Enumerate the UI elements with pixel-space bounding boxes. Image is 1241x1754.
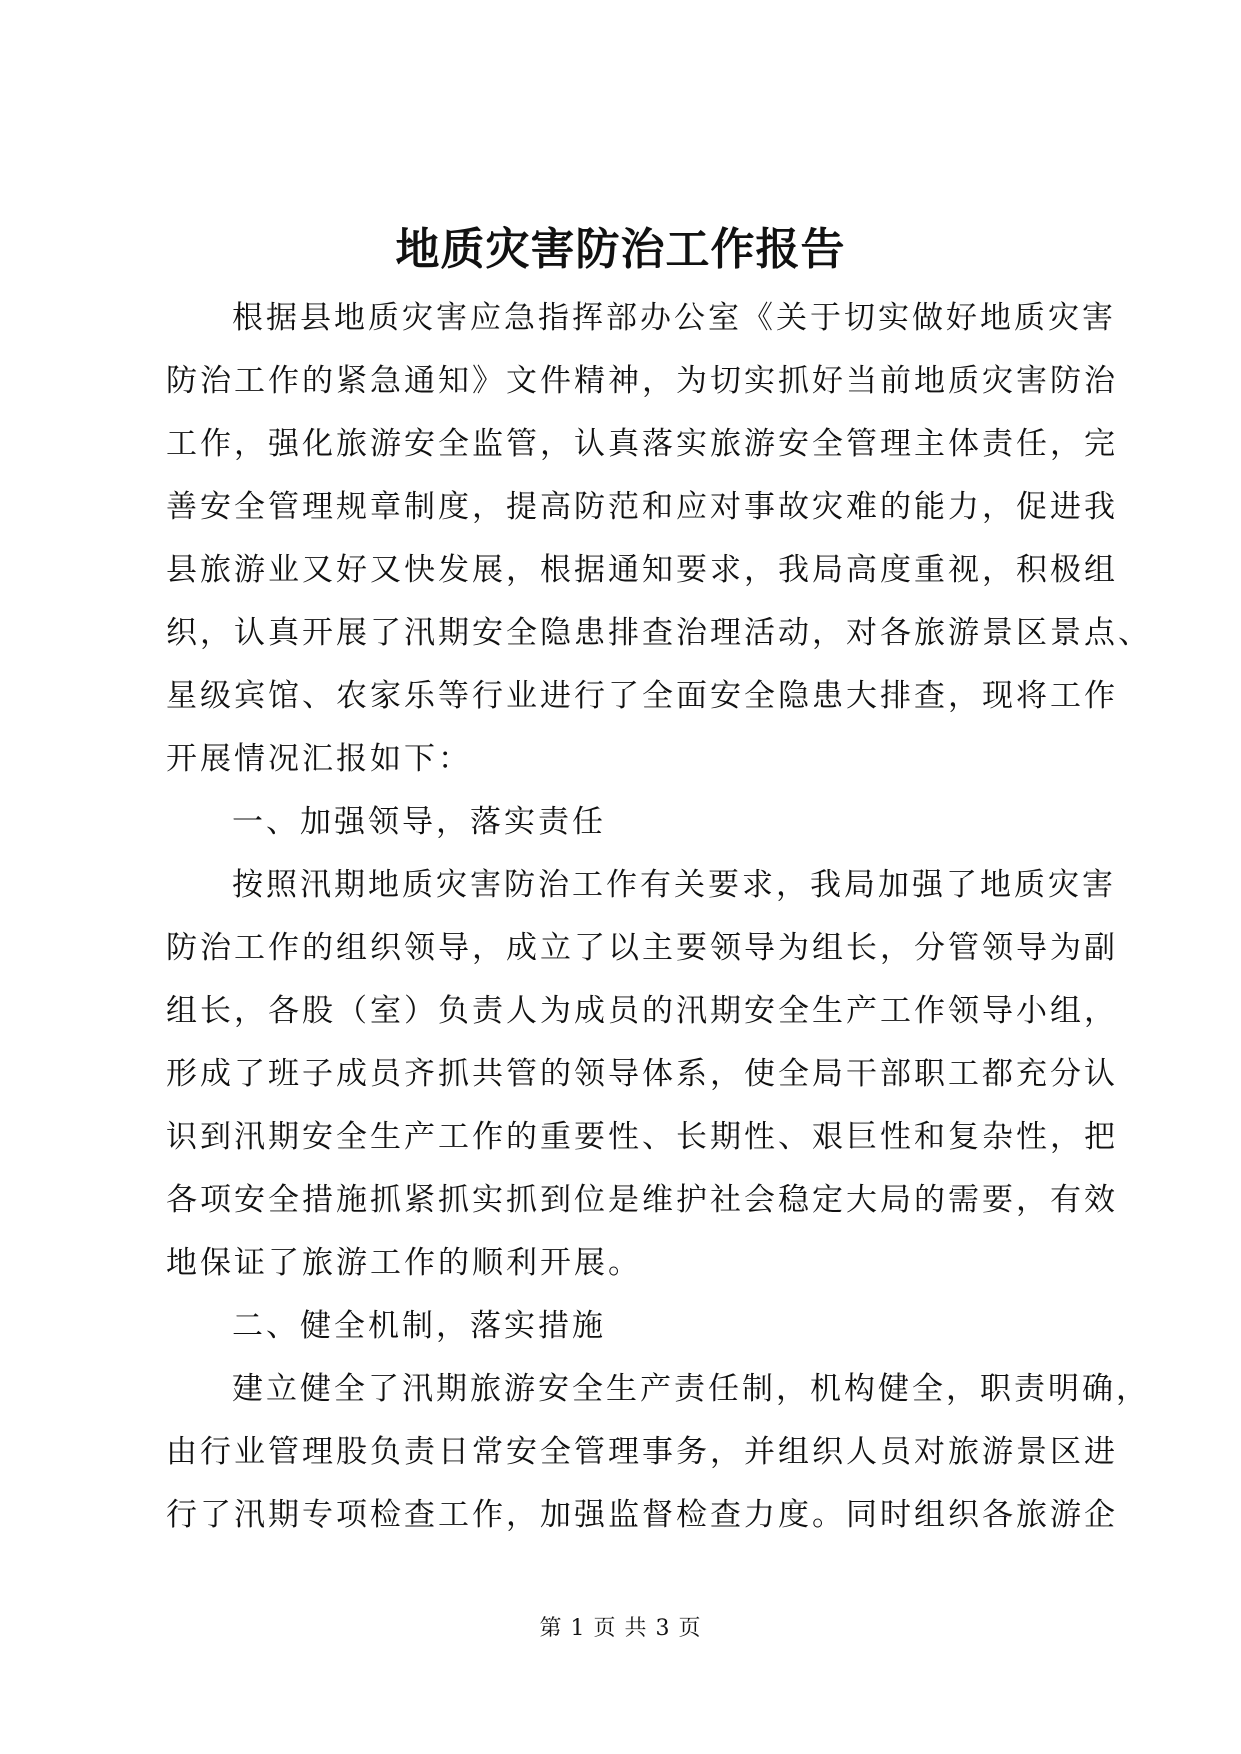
paragraph-line: 根据县地质灾害应急指挥部办公室《关于切实做好地质灾害	[232, 300, 1116, 336]
paragraph-line: 各项安全措施抓紧抓实抓到位是维护社会稳定大局的需要，有效	[166, 1182, 1118, 1218]
paragraph-line: 建立健全了汛期旅游安全生产责任制，机构健全，职责明确，	[232, 1371, 1150, 1407]
paragraph-line: 由行业管理股负责日常安全管理事务，并组织人员对旅游景区进	[166, 1434, 1118, 1470]
document-body	[166, 287, 1152, 1547]
paragraph-line: 织，认真开展了汛期安全隐患排查治理活动，对各旅游景区景点、	[166, 615, 1152, 651]
section-heading: 二、健全机制，落实措施	[232, 1308, 606, 1344]
paragraph-line: 星级宾馆、农家乐等行业进行了全面安全隐患大排查，现将工作	[166, 678, 1118, 714]
paragraph-line: 防治工作的紧急通知》文件精神，为切实抓好当前地质灾害防治	[166, 363, 1118, 399]
paragraph-line: 识到汛期安全生产工作的重要性、长期性、艰巨性和复杂性，把	[166, 1119, 1118, 1155]
paragraph-line: 防治工作的组织领导，成立了以主要领导为组长，分管领导为副	[166, 930, 1118, 966]
paragraph-line: 地保证了旅游工作的顺利开展。	[166, 1245, 642, 1281]
paragraph-line: 工作，强化旅游安全监管，认真落实旅游安全管理主体责任，完	[166, 426, 1118, 462]
paragraph-line: 善安全管理规章制度，提高防范和应对事故灾难的能力，促进我	[166, 489, 1118, 525]
document-title: 地质灾害防治工作报告	[395, 224, 846, 275]
paragraph-line: 行了汛期专项检查工作，加强监督检查力度。同时组织各旅游企	[166, 1497, 1118, 1533]
page-footer: 第 1 页 共 3 页	[539, 1616, 702, 1641]
section-heading: 一、加强领导，落实责任	[232, 804, 606, 840]
paragraph-line: 县旅游业又好又快发展，根据通知要求，我局高度重视，积极组	[166, 552, 1118, 588]
paragraph-line: 按照汛期地质灾害防治工作有关要求，我局加强了地质灾害	[232, 867, 1116, 903]
paragraph-line: 形成了班子成员齐抓共管的领导体系，使全局干部职工都充分认	[166, 1056, 1118, 1092]
paragraph-line: 组长，各股（室）负责人为成员的汛期安全生产工作领导小组，	[166, 993, 1118, 1029]
paragraph-line: 开展情况汇报如下：	[166, 741, 472, 777]
